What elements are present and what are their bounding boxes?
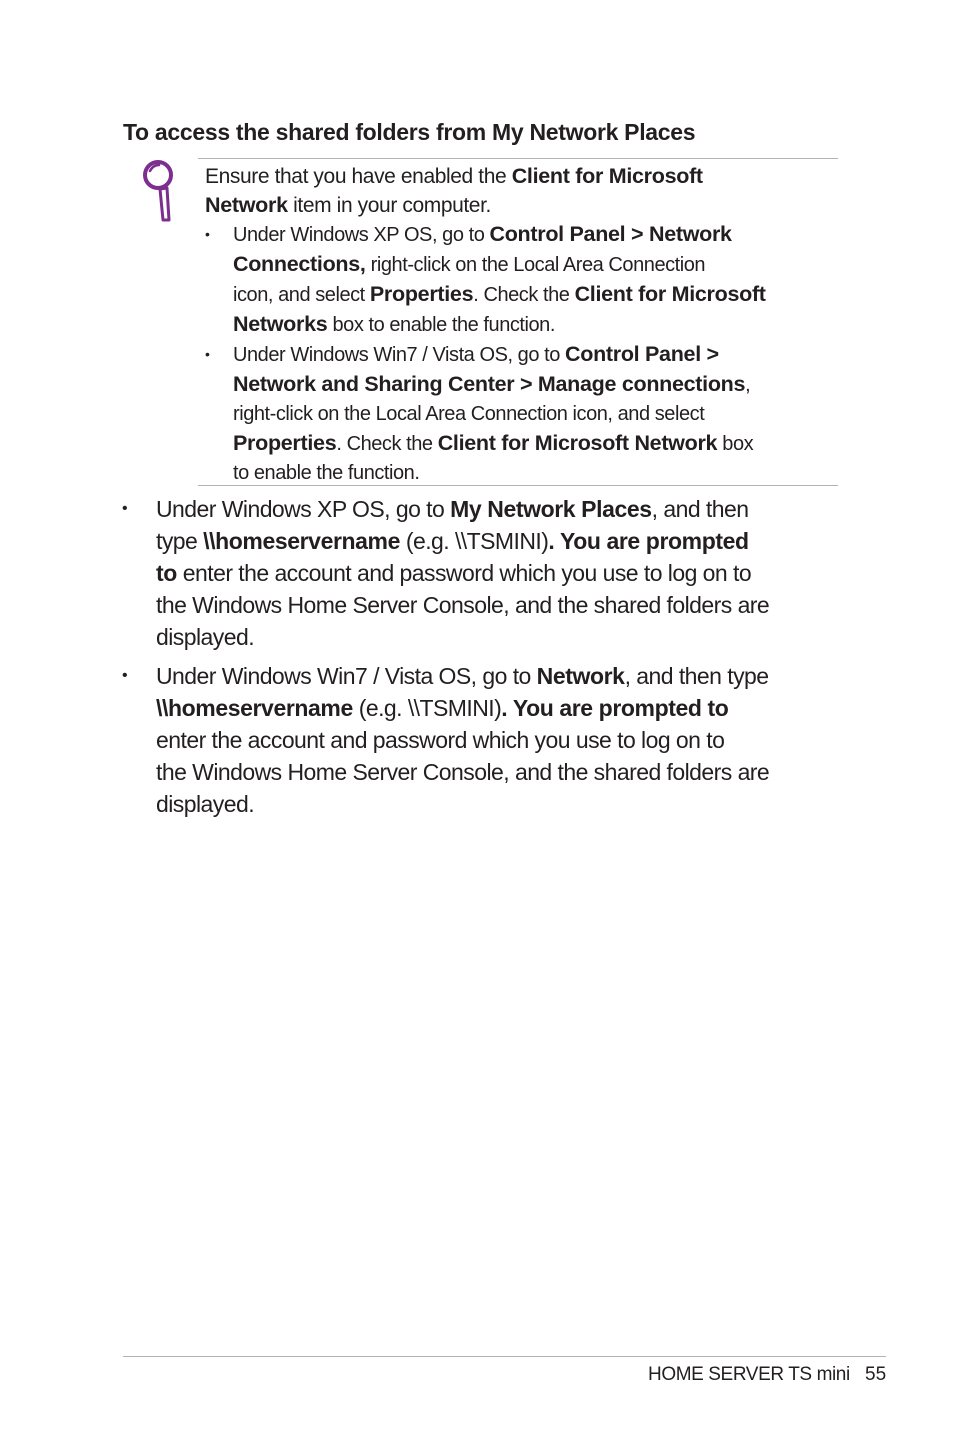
- bullet: •: [205, 226, 210, 242]
- bullet: •: [122, 500, 128, 517]
- note-item-xp: • Under Windows XP OS, go to Control Panel > Network Connections, right-click on the Local Area Connection icon, and select Properties. Check the Client for Microsoft Networks box to enable the function.: [205, 222, 766, 336]
- step-win7: • Under Windows Win7 / Vista OS, go to Network, and then type \\homeservername (e.g. \\TSMINI). You are prompted to enter the account and password which you use to log on to the Windows Home Server Console, and the shared folders are displayed.: [122, 660, 769, 820]
- footer-divider: [123, 1356, 886, 1357]
- note-intro: Ensure that you have enabled the Client for Microsoft Network item in your computer.: [205, 164, 703, 217]
- magnifier-icon: [140, 158, 180, 224]
- note-item-win7: • Under Windows Win7 / Vista OS, go to Control Panel > Network and Sharing Center > Manage connections, right-click on the Local Area Connection icon, and select Properties. Check the Client for Microsoft Network box to enable the function.: [205, 342, 754, 484]
- bullet: •: [122, 667, 128, 684]
- page-number: 55: [865, 1364, 887, 1385]
- bullet: •: [205, 346, 210, 362]
- note-box: [198, 158, 838, 486]
- step-xp: • Under Windows XP OS, go to My Network Places, and then type \\homeservername (e.g. \\TSMINI). You are prompted to enter the account and password which you use to log on to the Windows Home Server Console, and the shared folders are displayed.: [122, 493, 769, 653]
- steps-list: [122, 493, 769, 827]
- note-list: [198, 220, 766, 488]
- footer-title: HOME SERVER TS mini: [648, 1364, 850, 1385]
- page-heading: To access the shared folders from My Network Places: [123, 119, 696, 145]
